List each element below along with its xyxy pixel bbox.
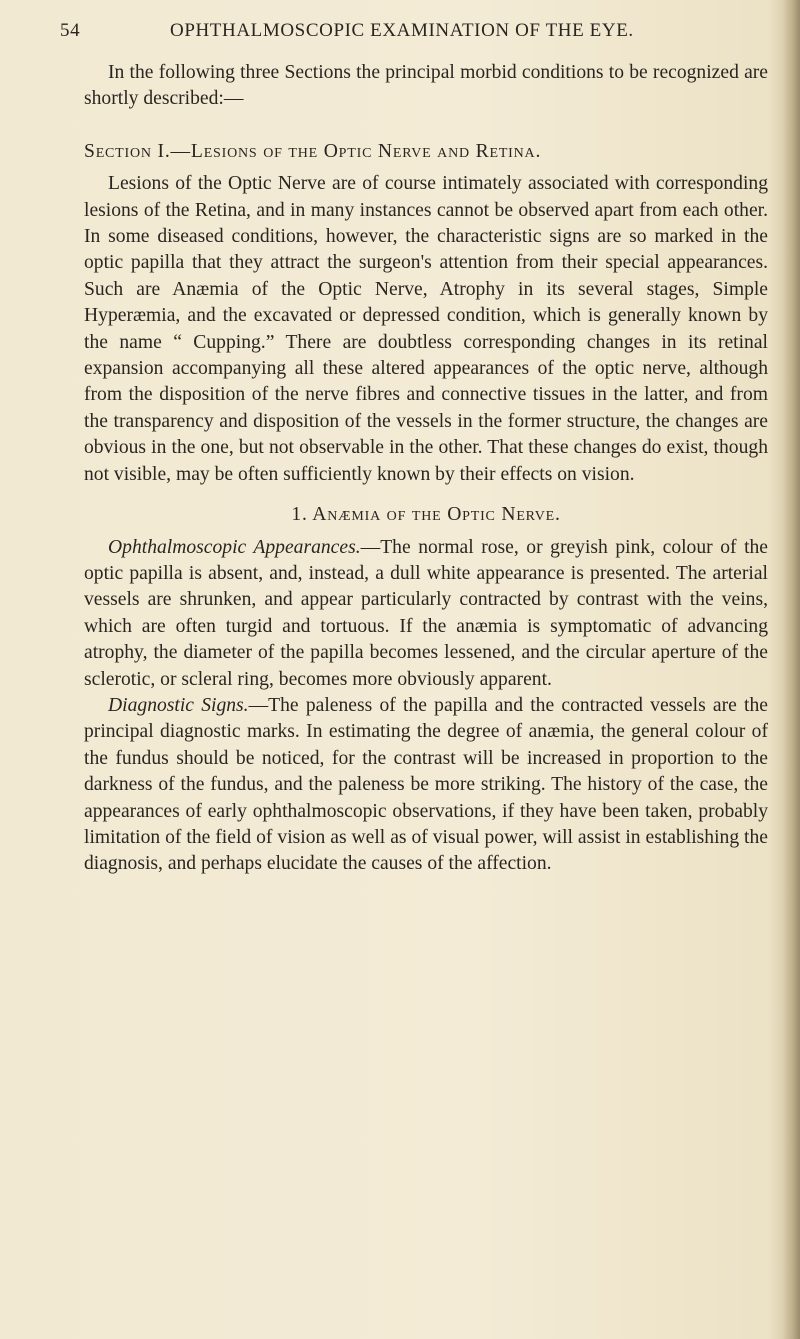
- page-body: [84, 60, 768, 878]
- diagnostic-label: Diagnostic Signs.: [108, 694, 249, 716]
- section-paragraph: Lesions of the Optic Nerve are of course intimately associated with corresponding lesions of the Retina, and in many instances cannot be observed apart from each other. In some diseased conditions, however, the characteristic signs are so marked in the optic papilla that they attract the surgeon's attention from their special appearances. Such are Anæmia of the Optic Nerve, Atrophy in its several stages, Simple Hyperæmia, and the excavated or depressed condition, which is generally known by the name “ Cupping.” There are doubtless corresponding changes in its retinal expansion accompanying all these altered appearances of the optic nerve, although from the disposition of the nerve fibres and connective tissues in the latter, and from the transparency and disposition of the vessels in the former structure, the changes are obvious in the one, but not observable in the other. That these changes do exist, though not visible, may be often sufficiently known by their effects on vision.: [84, 173, 768, 485]
- subsection-heading: 1. Anæmia of the Optic Nerve.: [291, 504, 561, 526]
- appearances-text: —The normal rose, or greyish pink, colour of the optic papilla is absent, and, instead, a dull white appearance is presented. The arterial vessels are shrunken, and appear particularly contracted by contrast with the veins, which are often turgid and tortuous. If the anæmia is symptomatic of advancing atrophy, the diameter of the papilla becomes lessened, and the circular aperture of the sclerotic, or scleral ring, becomes more obviously apparent.: [84, 536, 769, 690]
- running-title: OPHTHALMOSCOPIC EXAMINATION OF THE EYE.: [170, 20, 634, 41]
- diagnostic-paragraph: [84, 693, 768, 878]
- section-heading: Section I.—Lesions of the Optic Nerve and Retina.: [84, 140, 542, 162]
- appearances-label: Ophthalmoscopic Appearances.: [108, 536, 361, 558]
- page-edge-shadow: [782, 0, 800, 1339]
- running-header: [60, 20, 760, 42]
- appearances-paragraph: [84, 535, 768, 693]
- diagnostic-text: —The paleness of the papilla and the contracted vessels are the principal diagnostic marks. In estimating the degree of anæmia, the general colour of the fundus should be noticed, for the contrast will be increased in proportion to the darkness of the fundus, and the paleness be more striking. The history of the case, the appearances of early ophthalmoscopic observations, if they have been taken, probably limitation of the field of vision as well as of visual power, will assist in establishing the diagnosis, and perhaps elucidate the causes of the affection.: [84, 694, 768, 875]
- page-number: 54: [60, 20, 81, 41]
- intro-paragraph: In the following three Sections the principal morbid conditions to be recognized are shortly described:—: [84, 62, 768, 110]
